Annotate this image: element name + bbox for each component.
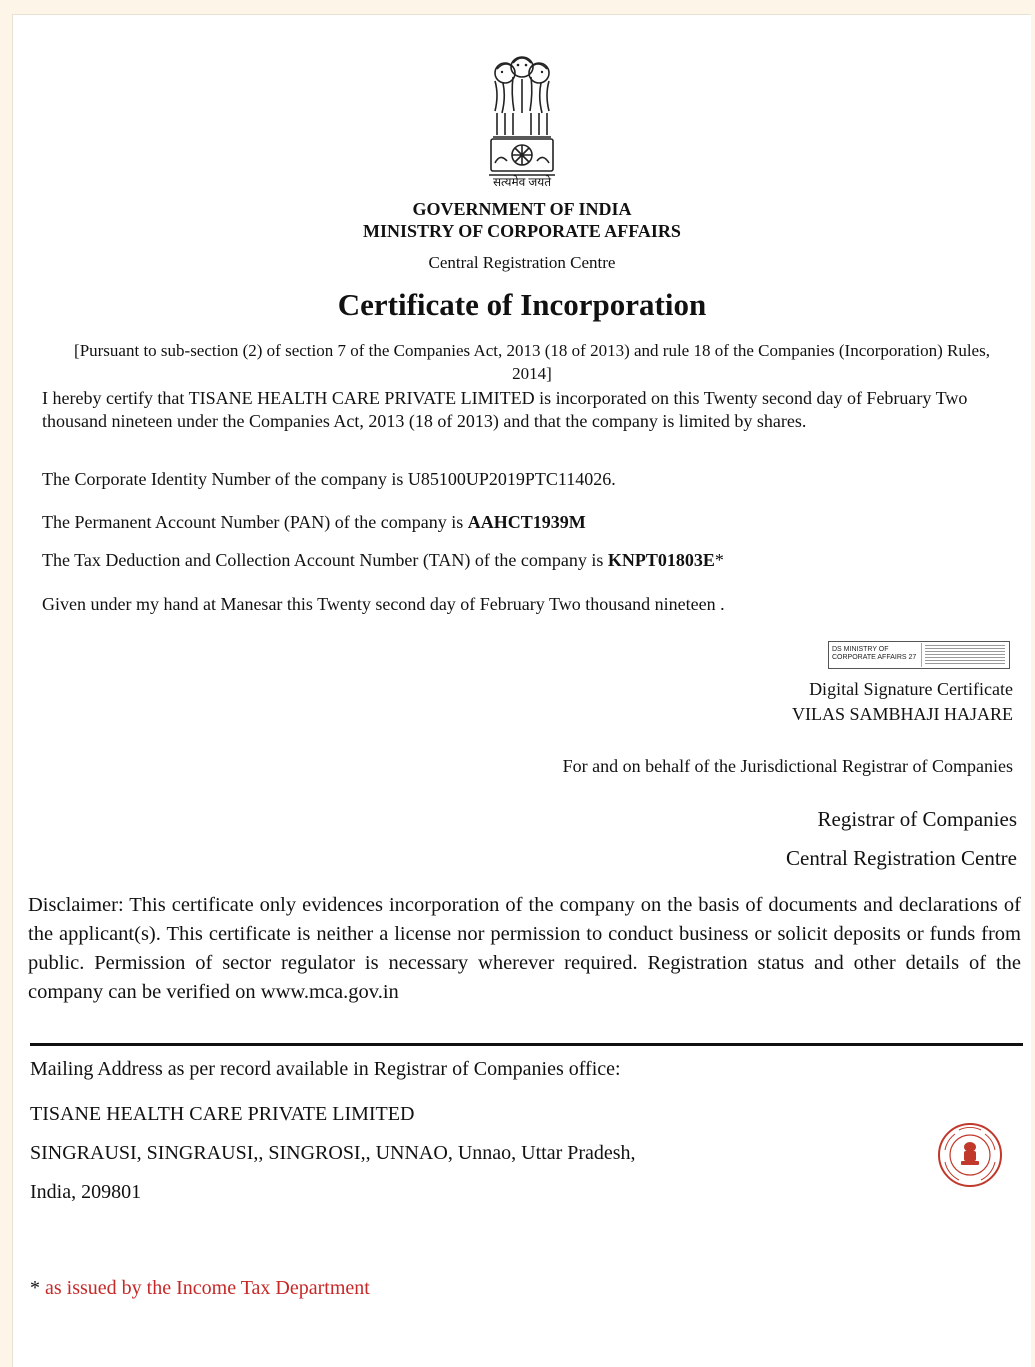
digital-signature-box-text: DS MINISTRY OF CORPORATE AFFAIRS 27 <box>832 646 917 661</box>
pan-value: AAHCT1939M <box>467 512 586 532</box>
certification-paragraph: I hereby certify that TISANE HEALTH CARE PRIVATE LIMITED is incorporated on this Twenty second day of February Two thousand nineteen under the Companies Act, 2013 (18 of 2013) and that the company is limited by shares. <box>42 388 968 431</box>
footnote-text: as issued by the Income Tax Department <box>40 1277 370 1299</box>
tan-value: KNPT01803E <box>607 550 715 570</box>
pan-label: The Permanent Account Number (PAN) of the company is <box>42 512 468 532</box>
state-emblem-icon <box>483 51 561 191</box>
tan-line <box>42 550 724 571</box>
disclaimer-paragraph: Disclaimer: This certificate only evidences incorporation of the company on the basis of documents and declarations of the applicant(s). This certificate is neither a license nor permission to conduct business or solicit deposits or funds from public. Permission of sector regulator is necessary wherever required. Registration status and other details of the company can be verified on www.mca.gov.in <box>28 894 1021 1003</box>
certificate-page <box>12 14 1031 1367</box>
government-heading: GOVERNMENT OF INDIA <box>412 199 632 219</box>
on-behalf-line: For and on behalf of the Jurisdictional Registrar of Companies <box>562 756 1013 776</box>
emblem-motto: सत्यमेव जयते <box>492 175 552 189</box>
given-under-hand-line: Given under my hand at Manesar this Twenty second day of February Two thousand nineteen . <box>42 594 725 614</box>
tan-footnote-marker: * <box>714 550 724 570</box>
mailing-country-pin: India, 209801 <box>30 1181 142 1203</box>
mailing-company-name: TISANE HEALTH CARE PRIVATE LIMITED <box>30 1103 415 1125</box>
digital-signature-box <box>828 641 1010 669</box>
ministry-heading: MINISTRY OF CORPORATE AFFAIRS <box>363 221 681 241</box>
digital-signature-details <box>921 643 1008 667</box>
registrar-seal-icon <box>937 1122 1003 1188</box>
pursuant-clause: [Pursuant to sub-section (2) of section 7 of the Companies Act, 2013 (18 of 2013) and rule 18 of the Companies (Incorporation) Rules, 2014] <box>74 341 990 383</box>
footnote <box>30 1277 370 1300</box>
certificate-title: Certificate of Incorporation <box>337 287 707 322</box>
digital-signature-label: Digital Signature Certificate <box>809 679 1013 699</box>
cin-line <box>42 469 616 490</box>
mailing-address-line: SINGRAUSI, SINGRAUSI,, SINGROSI,, UNNAO, Unnao, Uttar Pradesh, <box>30 1142 636 1164</box>
tan-label: The Tax Deduction and Collection Account Number (TAN) of the company is <box>42 550 608 570</box>
cin-value: U85100UP2019PTC114026. <box>407 469 616 489</box>
mailing-address-heading: Mailing Address as per record available in Registrar of Companies office: <box>30 1058 621 1080</box>
signatory-name: VILAS SAMBHAJI HAJARE <box>791 704 1013 724</box>
section-divider <box>30 1043 1023 1046</box>
registration-centre-heading: Central Registration Centre <box>428 253 616 272</box>
footnote-marker: * <box>30 1277 40 1299</box>
registrar-centre: Central Registration Centre <box>786 846 1017 870</box>
pan-line <box>42 512 586 533</box>
registrar-title: Registrar of Companies <box>817 807 1017 831</box>
cin-label: The Corporate Identity Number of the company is <box>42 469 408 489</box>
